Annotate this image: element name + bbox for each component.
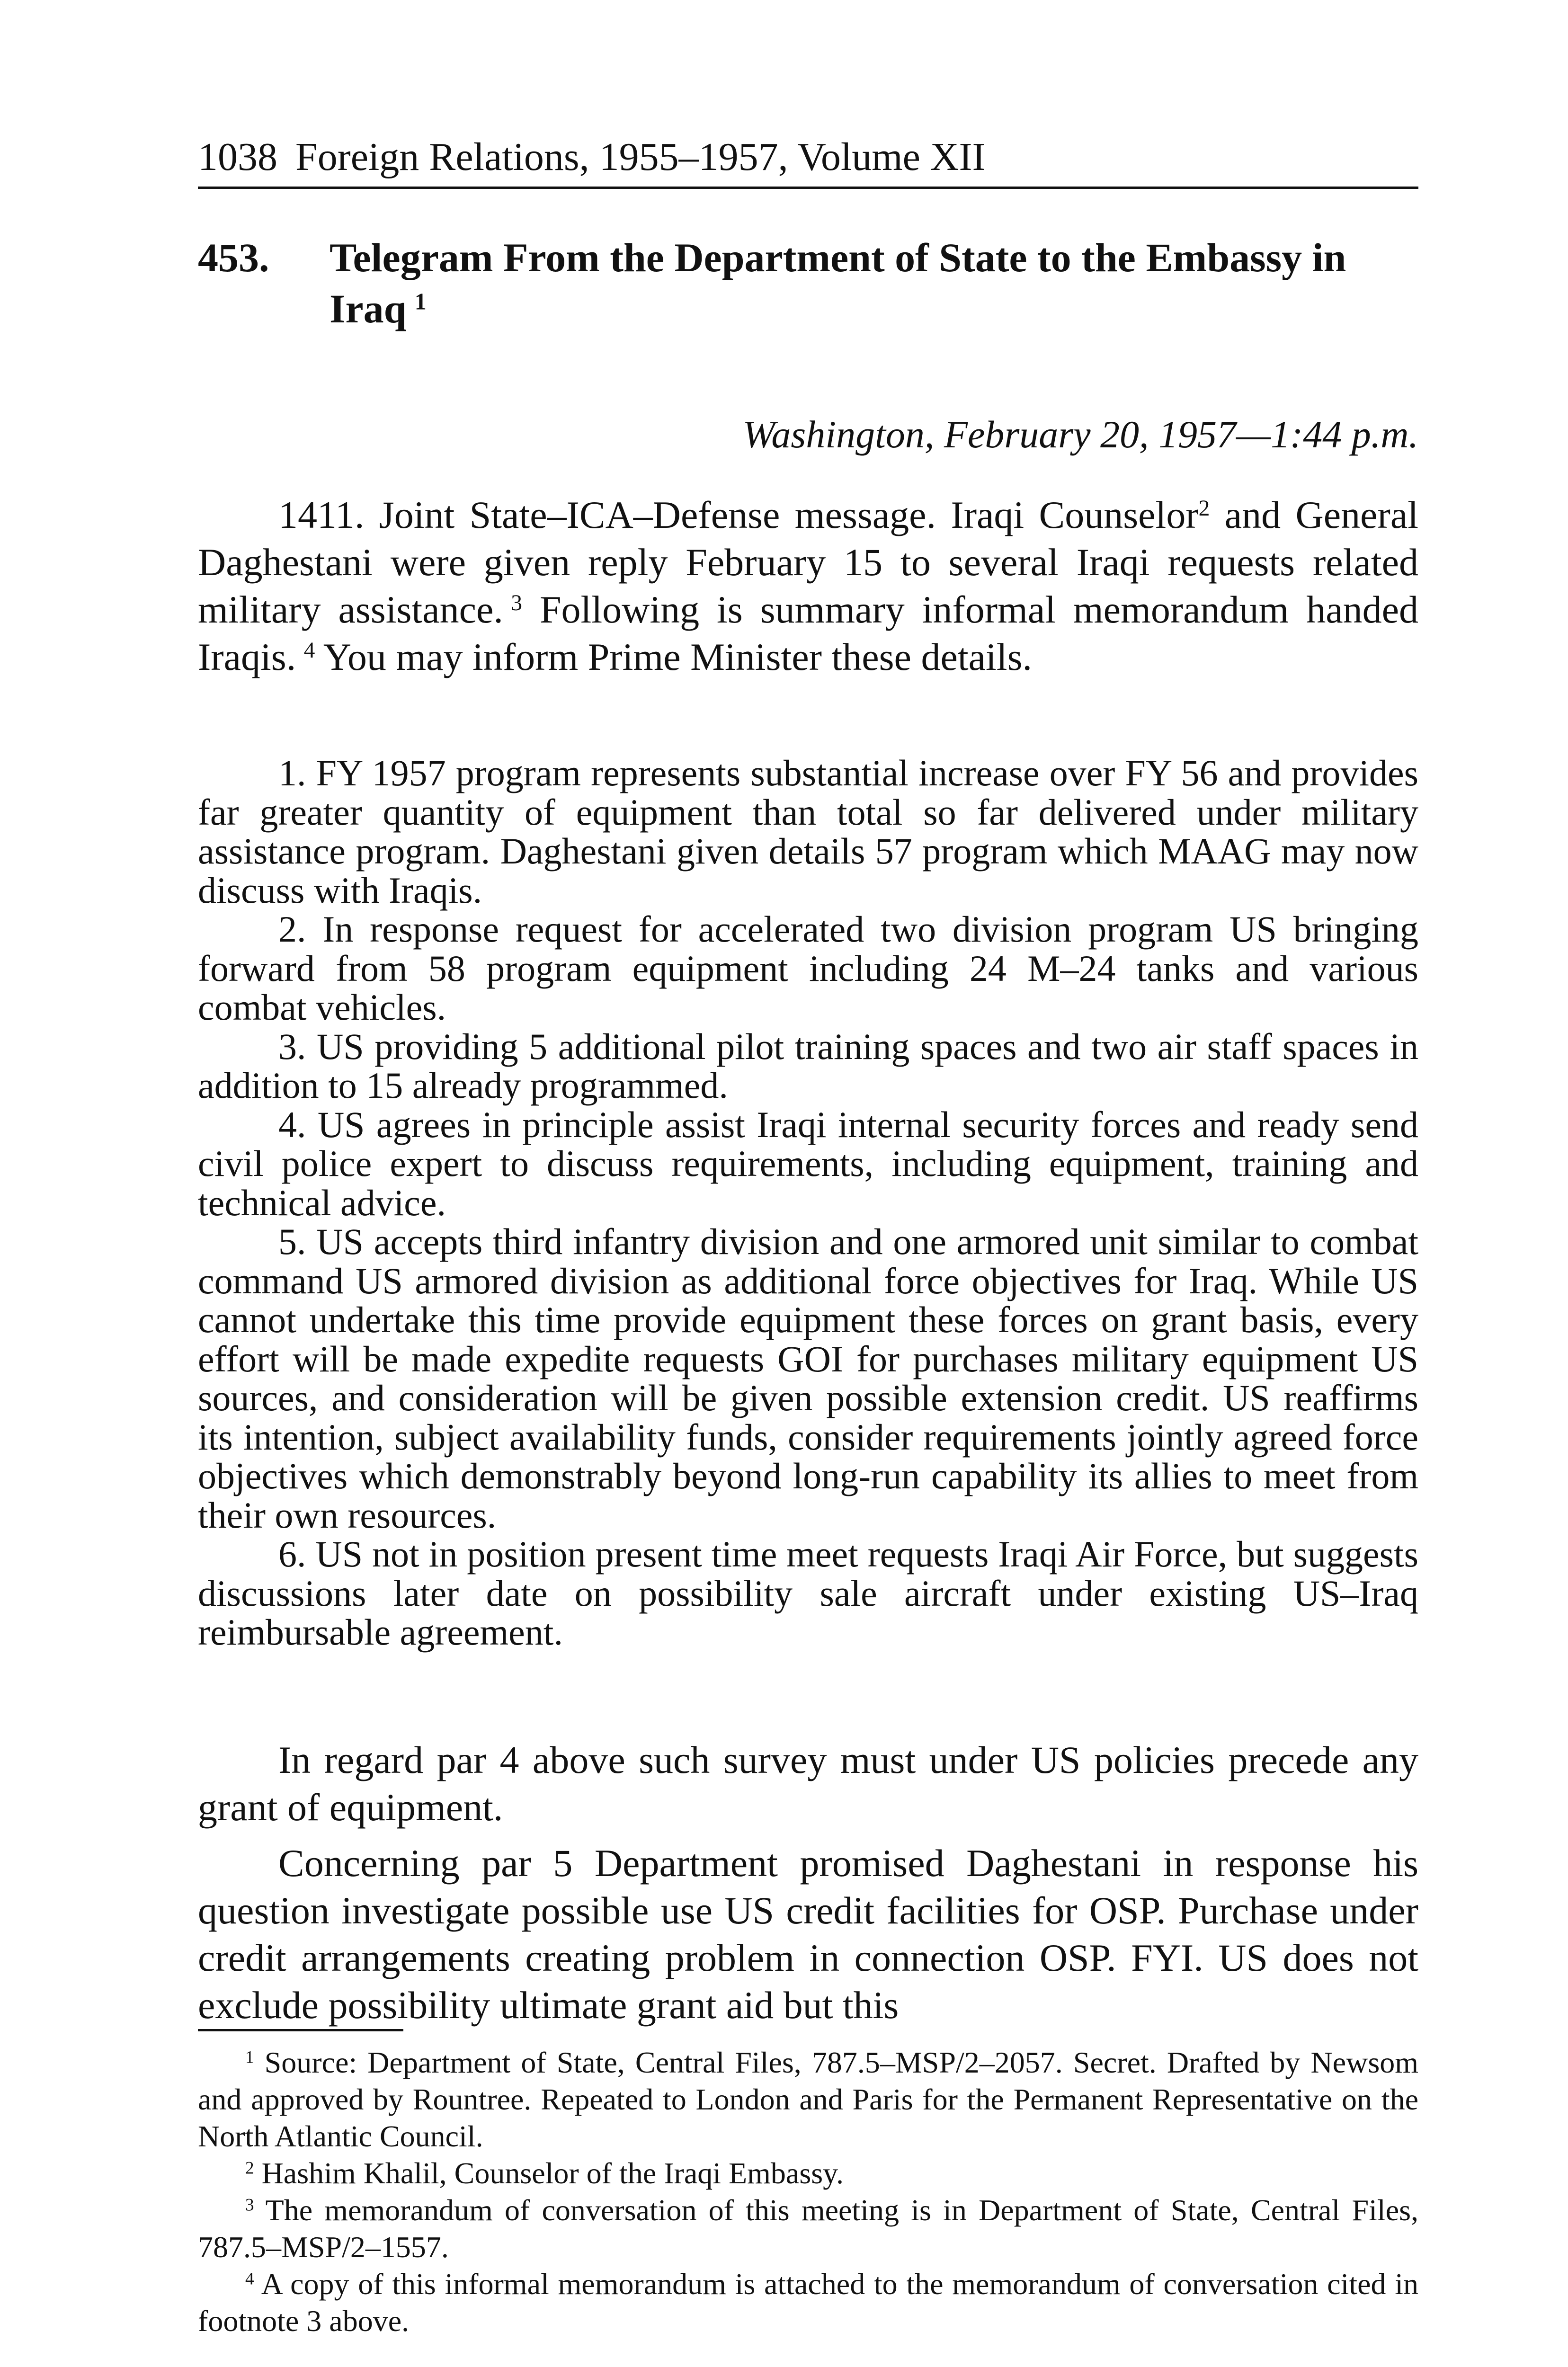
list-item: 6. US not in position present time meet requests Iraqi Air Force, but suggests discussions later date on possibility sale aircraft under existing US–Iraq reimbursable agreement.	[198, 1533, 1418, 1653]
paragraph: Concerning par 5 Department promised Daghestani in response his question investigate possible use US credit facilities for OSP. Purchase under credit arrangements creating problem in connection OSP. FYI. US does not exclude possibility ultimate grant aid but this	[198, 1842, 1418, 2027]
footnote-ref: 2	[1198, 496, 1210, 521]
list-item: 2. In response request for accelerated two division program US bringing forward from 58 program equipment including 24 M–24 tanks and various combat vehicles.	[198, 908, 1418, 1028]
footnote-mark: 4	[245, 2269, 254, 2289]
list-item: 4. US agrees in principle assist Iraqi internal security forces and ready send civil police expert to discuss requirements, including equipment, training and technical advice.	[198, 1103, 1418, 1223]
list-item: 5. US accepts third infantry division and one armored unit similar to combat command US armored division as additional force objectives for Iraq. While US cannot undertake this time provide equipment these forces on grant basis, every effort will be made expedite requests GOI for purchases military equipment US sources, and consideration will be given possible extension credit. US reaffirms its intention, subject availability funds, consider requirements jointly agreed force objectives which demonstrably beyond long-run capability its allies to meet from their own resources.	[198, 1221, 1418, 1536]
intro-paragraph	[198, 491, 1418, 681]
intro-text: Following is summary informal memorandum handed Iraqis.	[198, 588, 1418, 678]
running-head	[198, 133, 1418, 189]
footnote-mark: 2	[245, 2158, 254, 2178]
footnote-ref: 3	[511, 590, 523, 615]
volume-title: Foreign Relations, 1955–1957, Volume XII	[295, 135, 986, 179]
footnote-text: A copy of this informal memorandum is attached to the memorandum of conversation cited in footnote 3 above.	[198, 2267, 1418, 2338]
closing-paragraphs	[198, 1736, 1418, 2038]
footnote-ref: 1	[414, 288, 427, 315]
document-title-text: Telegram From the Department of State to the Embassy in Iraq	[330, 235, 1346, 331]
document-number: 453.	[198, 235, 269, 280]
footnote	[198, 2044, 1418, 2155]
footnote	[198, 2192, 1418, 2266]
list-item: 1. FY 1957 program represents substantial increase over FY 56 and provides far greater quantity of equipment than total so far delivered under military assistance program. Daghestani given details 57 program which MAAG may now discuss with Iraqis.	[198, 752, 1418, 911]
footnote-text: The memorandum of conversation of this meeting is in Department of State, Central Files, 787.5–MSP/2–1557.	[198, 2193, 1418, 2264]
footnote-mark: 3	[245, 2195, 254, 2215]
footnotes	[198, 2044, 1418, 2340]
dateline: Washington, February 20, 1957—1:44 p.m.	[742, 413, 1418, 456]
footnote	[198, 2155, 1418, 2192]
intro-text: and General Daghestani were given reply February 15 to several Iraqi requests related military assistance.	[198, 493, 1419, 631]
intro-text: You may inform Prime Minister these details.	[315, 635, 1033, 678]
footnote-text: Source: Department of State, Central Files, 787.5–MSP/2–2057. Secret. Drafted by Newsom and approved by Rountree. Repeated to London and Paris for the Permanent Representative on the North Atlantic Council.	[198, 2046, 1418, 2153]
page-number: 1038	[198, 135, 277, 179]
list-item: 3. US providing 5 additional pilot training spaces and two air staff spaces in addition to 15 already programmed.	[198, 1025, 1418, 1106]
paragraph: In regard par 4 above such survey must under US policies precede any grant of equipment.	[198, 1738, 1418, 1829]
footnote	[198, 2266, 1418, 2340]
footnote-text: Hashim Khalil, Counselor of the Iraqi Embassy.	[254, 2156, 844, 2190]
intro-text: 1411. Joint State–ICA–Defense message. Iraqi Counselor	[278, 493, 1199, 536]
footnote-mark: 1	[245, 2047, 254, 2067]
footnote-ref: 4	[303, 638, 315, 663]
document-title	[330, 232, 1418, 334]
footnote-divider	[198, 2029, 403, 2031]
numbered-list	[198, 754, 1418, 1652]
